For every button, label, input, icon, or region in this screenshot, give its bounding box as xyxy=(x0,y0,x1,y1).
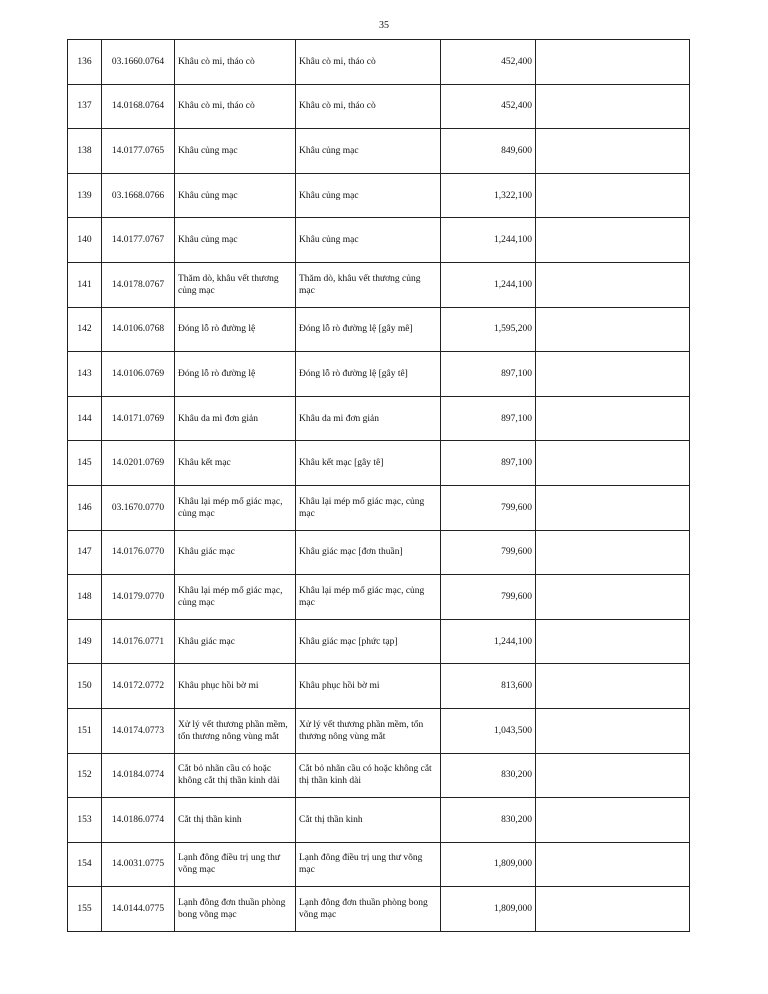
row-number-cell: 150 xyxy=(68,664,102,709)
note-cell xyxy=(536,262,690,307)
table-row xyxy=(68,485,690,530)
service-name-detail-cell: Khâu lại mép mổ giác mạc, củng mạc xyxy=(296,575,441,620)
note-cell xyxy=(536,441,690,486)
note-cell xyxy=(536,753,690,798)
service-name-detail-cell: Đóng lỗ rò đường lệ [gây tê] xyxy=(296,352,441,397)
price-cell: 1,244,100 xyxy=(441,619,536,664)
service-code-cell: 14.0176.0770 xyxy=(102,530,175,575)
service-code-cell: 14.0201.0769 xyxy=(102,441,175,486)
service-name-detail-cell: Khâu lại mép mổ giác mạc, củng mạc xyxy=(296,485,441,530)
price-cell: 1,595,200 xyxy=(441,307,536,352)
price-cell: 799,600 xyxy=(441,530,536,575)
service-name-detail-cell: Cắt bỏ nhãn cầu có hoặc không cắt thị thần kinh dài xyxy=(296,753,441,798)
price-cell: 799,600 xyxy=(441,575,536,620)
row-number-cell: 140 xyxy=(68,218,102,263)
table-row xyxy=(68,441,690,486)
service-code-cell: 03.1670.0770 xyxy=(102,485,175,530)
note-cell xyxy=(536,396,690,441)
table-row xyxy=(68,307,690,352)
service-name-detail-cell: Khâu củng mạc xyxy=(296,218,441,263)
price-cell: 813,600 xyxy=(441,664,536,709)
service-name-detail-cell: Khâu phục hồi bờ mi xyxy=(296,664,441,709)
table-row xyxy=(68,129,690,174)
note-cell xyxy=(536,530,690,575)
table-row xyxy=(68,798,690,843)
service-code-cell: 14.0172.0772 xyxy=(102,664,175,709)
service-name-detail-cell: Khâu củng mạc xyxy=(296,173,441,218)
table-row xyxy=(68,173,690,218)
service-name-cell: Khâu củng mạc xyxy=(175,173,296,218)
service-code-cell: 03.1660.0764 xyxy=(102,40,175,85)
price-cell: 1,809,000 xyxy=(441,842,536,887)
note-cell xyxy=(536,307,690,352)
note-cell xyxy=(536,664,690,709)
service-name-detail-cell: Khâu củng mạc xyxy=(296,129,441,174)
price-cell: 1,244,100 xyxy=(441,218,536,263)
service-name-detail-cell: Lạnh đông đơn thuần phòng bong võng mạc xyxy=(296,887,441,932)
service-code-cell: 03.1668.0766 xyxy=(102,173,175,218)
price-cell: 830,200 xyxy=(441,753,536,798)
note-cell xyxy=(536,129,690,174)
service-code-cell: 14.0176.0771 xyxy=(102,619,175,664)
service-code-cell: 14.0171.0769 xyxy=(102,396,175,441)
service-name-cell: Cắt thị thần kinh xyxy=(175,798,296,843)
service-name-cell: Khâu củng mạc xyxy=(175,218,296,263)
service-name-detail-cell: Khâu giác mạc [phức tạp] xyxy=(296,619,441,664)
note-cell xyxy=(536,575,690,620)
table-row xyxy=(68,84,690,129)
note-cell xyxy=(536,708,690,753)
table-row xyxy=(68,352,690,397)
service-code-cell: 14.0178.0767 xyxy=(102,262,175,307)
service-name-cell: Đóng lỗ rò đường lệ xyxy=(175,307,296,352)
table-row xyxy=(68,842,690,887)
price-cell: 897,100 xyxy=(441,441,536,486)
row-number-cell: 141 xyxy=(68,262,102,307)
service-code-cell: 14.0174.0773 xyxy=(102,708,175,753)
service-name-cell: Khâu cò mi, tháo cò xyxy=(175,40,296,85)
row-number-cell: 151 xyxy=(68,708,102,753)
service-name-cell: Khâu phục hồi bờ mi xyxy=(175,664,296,709)
service-name-detail-cell: Khâu da mi đơn giản xyxy=(296,396,441,441)
page-number: 35 xyxy=(379,20,389,31)
service-name-cell: Xử lý vết thương phần mềm, tổn thương nông vùng mắt xyxy=(175,708,296,753)
service-code-cell: 14.0184.0774 xyxy=(102,753,175,798)
price-cell: 849,600 xyxy=(441,129,536,174)
table-row xyxy=(68,218,690,263)
row-number-cell: 147 xyxy=(68,530,102,575)
row-number-cell: 144 xyxy=(68,396,102,441)
service-name-cell: Khâu lại mép mổ giác mạc, củng mạc xyxy=(175,485,296,530)
row-number-cell: 138 xyxy=(68,129,102,174)
service-name-cell: Đóng lỗ rò đường lệ xyxy=(175,352,296,397)
row-number-cell: 152 xyxy=(68,753,102,798)
price-cell: 452,400 xyxy=(441,84,536,129)
table-row xyxy=(68,753,690,798)
service-name-cell: Khâu lại mép mổ giác mạc, củng mạc xyxy=(175,575,296,620)
price-cell: 799,600 xyxy=(441,485,536,530)
service-code-cell: 14.0177.0765 xyxy=(102,129,175,174)
price-cell: 1,244,100 xyxy=(441,262,536,307)
row-number-cell: 136 xyxy=(68,40,102,85)
table-body xyxy=(68,40,690,932)
service-name-detail-cell: Khâu cò mi, tháo cò xyxy=(296,84,441,129)
table-row xyxy=(68,262,690,307)
service-name-cell: Khâu giác mạc xyxy=(175,530,296,575)
row-number-cell: 145 xyxy=(68,441,102,486)
table-row xyxy=(68,664,690,709)
note-cell xyxy=(536,887,690,932)
price-cell: 1,809,000 xyxy=(441,887,536,932)
table-row xyxy=(68,530,690,575)
table-row xyxy=(68,887,690,932)
price-cell: 897,100 xyxy=(441,352,536,397)
note-cell xyxy=(536,173,690,218)
service-code-cell: 14.0144.0775 xyxy=(102,887,175,932)
note-cell xyxy=(536,84,690,129)
service-name-detail-cell: Khâu cò mi, tháo cò xyxy=(296,40,441,85)
row-number-cell: 146 xyxy=(68,485,102,530)
service-name-cell: Khâu da mi đơn giản xyxy=(175,396,296,441)
fee-table xyxy=(67,39,690,932)
service-name-cell: Cắt bỏ nhãn cầu có hoặc không cắt thị thần kinh dài xyxy=(175,753,296,798)
row-number-cell: 154 xyxy=(68,842,102,887)
note-cell xyxy=(536,40,690,85)
note-cell xyxy=(536,352,690,397)
service-name-cell: Khâu kết mạc xyxy=(175,441,296,486)
service-code-cell: 14.0106.0769 xyxy=(102,352,175,397)
price-cell: 897,100 xyxy=(441,396,536,441)
table-row xyxy=(68,40,690,85)
service-name-detail-cell: Cắt thị thần kinh xyxy=(296,798,441,843)
service-name-detail-cell: Khâu giác mạc [đơn thuần] xyxy=(296,530,441,575)
service-code-cell: 14.0031.0775 xyxy=(102,842,175,887)
row-number-cell: 153 xyxy=(68,798,102,843)
note-cell xyxy=(536,218,690,263)
note-cell xyxy=(536,842,690,887)
service-name-cell: Khâu củng mạc xyxy=(175,129,296,174)
service-name-cell: Lạnh đông điều trị ung thư võng mạc xyxy=(175,842,296,887)
service-name-detail-cell: Đóng lỗ rò đường lệ [gây mê] xyxy=(296,307,441,352)
service-name-detail-cell: Lạnh đông điều trị ung thư võng mạc xyxy=(296,842,441,887)
service-name-cell: Thăm dò, khâu vết thương củng mạc xyxy=(175,262,296,307)
row-number-cell: 155 xyxy=(68,887,102,932)
service-code-cell: 14.0179.0770 xyxy=(102,575,175,620)
price-cell: 830,200 xyxy=(441,798,536,843)
row-number-cell: 149 xyxy=(68,619,102,664)
service-code-cell: 14.0106.0768 xyxy=(102,307,175,352)
row-number-cell: 148 xyxy=(68,575,102,620)
service-name-cell: Khâu giác mạc xyxy=(175,619,296,664)
price-cell: 1,322,100 xyxy=(441,173,536,218)
service-name-cell: Khâu cò mi, tháo cò xyxy=(175,84,296,129)
row-number-cell: 142 xyxy=(68,307,102,352)
price-cell: 1,043,500 xyxy=(441,708,536,753)
note-cell xyxy=(536,485,690,530)
service-name-cell: Lạnh đông đơn thuần phòng bong võng mạc xyxy=(175,887,296,932)
row-number-cell: 143 xyxy=(68,352,102,397)
service-code-cell: 14.0177.0767 xyxy=(102,218,175,263)
price-cell: 452,400 xyxy=(441,40,536,85)
service-name-detail-cell: Khâu kết mạc [gây tê] xyxy=(296,441,441,486)
table-row xyxy=(68,708,690,753)
row-number-cell: 139 xyxy=(68,173,102,218)
table-row xyxy=(68,575,690,620)
service-code-cell: 14.0168.0764 xyxy=(102,84,175,129)
note-cell xyxy=(536,798,690,843)
service-code-cell: 14.0186.0774 xyxy=(102,798,175,843)
service-name-detail-cell: Thăm dò, khâu vết thương củng mạc xyxy=(296,262,441,307)
note-cell xyxy=(536,619,690,664)
table-row xyxy=(68,396,690,441)
service-name-detail-cell: Xử lý vết thương phần mềm, tổn thương nông vùng mắt xyxy=(296,708,441,753)
table-row xyxy=(68,619,690,664)
row-number-cell: 137 xyxy=(68,84,102,129)
